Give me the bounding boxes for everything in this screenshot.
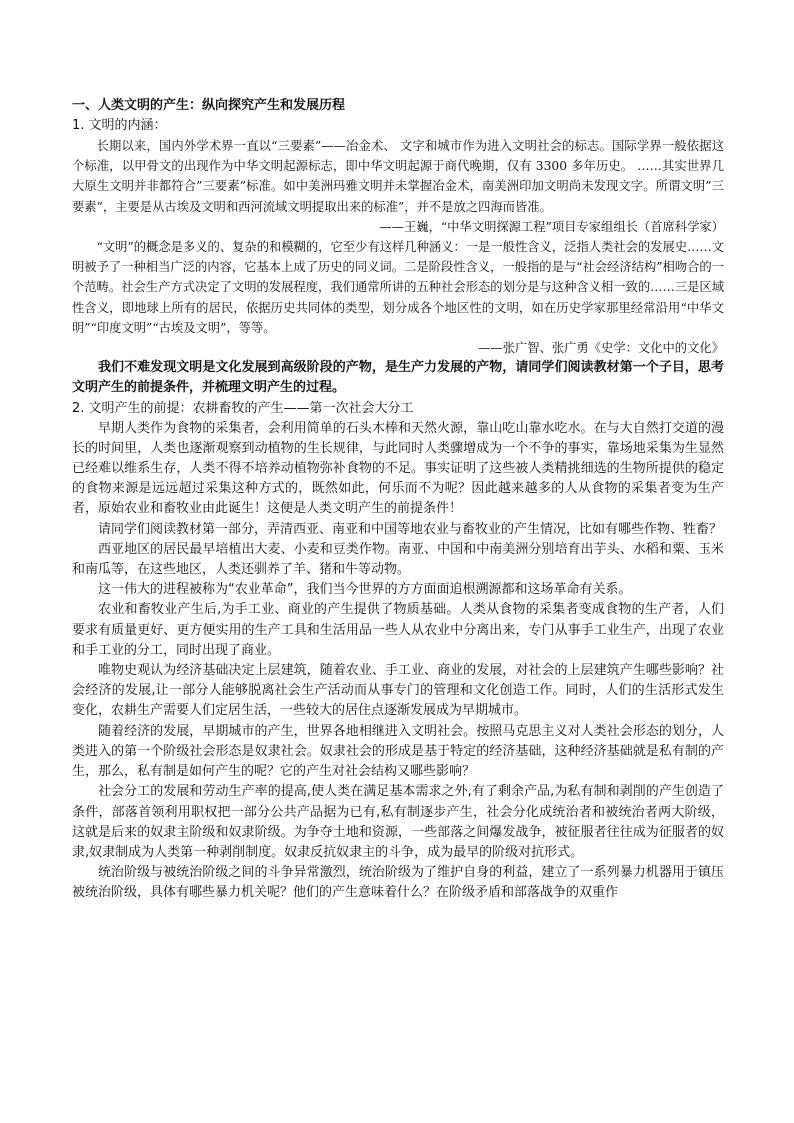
body-paragraph-4: 西亚地区的居民最早培植出大麦、小麦和豆类作物。南亚、中国和中南美洲分别培育出芋头、水稻和粟、玉米和南瓜等，在这些地区，人类还驯养了羊、猪和牛等动物。 <box>72 541 724 578</box>
body-paragraph-2: 早期人类作为食物的采集者，会利用简单的石头木棒和天然火源，靠山吃山靠水吃水。在与大自然打交道的漫长的时间里，人类也逐渐观察到动植物的生长规律，与此同时人类骤增成为一个不争的事实，靠场地采集为生显然已经难以维系生存，人类不得不培养动植物弥补食物的不足。事实证明了这些被人类精挑细选的生物所提供的稳定的食物来源是远远超过采集这种方式的，既然如此，何乐而不为呢？因此越来越多的人从食物的采集者变为生产者，原始农业和畜牧业由此诞生！这便是人类文明产生的前提条件！ <box>72 420 724 517</box>
body-paragraph-1: 我们不难发现文明是文化发展到高级阶段的产物，是生产力发展的产物，请同学们阅读教材第一个子目，思考文明产生的前提条件，并梳理文明产生的过程。 <box>72 360 724 396</box>
quote-attribution-2: ——张广智、张广勇《史学：文化中的文化》 <box>478 341 724 356</box>
body-paragraph-3: 请同学们阅读教材第一部分，弄清西亚、南亚和中国等地农业与畜牧业的产生情况，比如有哪些作物、牲畜？ <box>98 521 723 537</box>
document-page <box>72 96 724 904</box>
body-paragraph-8: 随着经济的发展，早期城市的产生，世界各地相继进入文明社会。按照马克思主义对人类社会形态的划分，人类进入的第一个阶级社会形态是奴隶社会。奴隶社会的形成是基于特定的经济基础，这种经济基础就是私有制的产生，那么，私有制是如何产生的呢？它的产生对社会结构又哪些影响？ <box>72 723 724 780</box>
body-paragraph-9: 社会分工的发展和劳动生产率的提高,使人类在满足基本需求之外,有了剩余产品,为私有制和剥削的产生创造了条件，部落首领利用职权把一部分公共产品据为已有,私有制逐步产生，社会分化成统治者和被统治者两大阶级，这就是后来的奴隶主阶级和奴隶阶级。为争夺土地和资源，一些部落之间爆发战争，被征服者往往成为征服者的奴隶,奴隶制成为人类第一种剥削制度。奴隶反抗奴隶主的斗争，成为最早的阶级对抗形式。 <box>72 784 724 860</box>
quote-paragraph-1: 长期以来，国内外学术界一直以“三要素”——冶金术、 文字和城市作为进入文明社会的标志。国际学界一般依据这个标准，以甲骨文的出现作为中华文明起源标志，即中华文明起源于商代晚期，仅有 3300 多年历史。 ……其实世界几大原生文明并非都符合”三要素”标准。如中美洲玛雅文明并未掌握冶金术，南美洲印加文明尚未发现文字。所谓文明”三要素”，主要是从古埃及文明和西河流域文明提取出来的标准”，并不是放之四海而皆准。 <box>72 139 724 214</box>
subsection-heading-2: 2. 文明产生的前提：农耕畜牧的产生——第一次社会大分工 <box>72 400 414 416</box>
section-heading: 一、人类文明的产生：纵向探究产生和发展历程 <box>72 98 346 113</box>
subsection-heading-1: 1. 文明的内涵： <box>72 118 167 133</box>
body-paragraph-6: 农业和畜牧业产生后,为手工业、商业的产生提供了物质基础。人类从食物的采集者变成食物的生产者，人们要求有质量更好、更方便实用的生产工具和生活用品一些人从农业中分离出来，专门从事手工业生产，出现了农业和手工业的分工，同时出现了商业。 <box>72 602 724 658</box>
quote-attribution-1: ——王巍，“中华文明探源工程”项目专家组组长（首席科学家） <box>379 219 724 234</box>
body-paragraph-7: 唯物史观认为经济基础决定上层建筑，随着农业、手工业、商业的发展，对社会的上层建筑产生哪些影响？社会经济的发展,让一部分人能够脱离社会生产活动而从事专门的管理和文化创造工作。同时，人们的生活形式发生变化，农耕生产需要人们定居生活，一些较大的居住点逐渐发展成为早期城市。 <box>72 663 724 719</box>
quote-paragraph-2: “文明”的概念是多义的、复杂的和模糊的，它至少有这样几种涵义：一是一般性含义，泛指人类社会的发展史……文明被予了一种相当广泛的内容，它基本上成了历史的同义词。二是阶段性含义，一般指的是与“社会经济结构”相吻合的一个范畴。社会生产方式决定了文明的发展程度，我们通常所讲的五种社会形态的划分是与这种含义相一致的……三是区域性含义，即地球上所有的居民，依据历史共同体的类型，划分成各个地区性的文明，如在历史学家那里经常沿用“中华文明”“印度文明”“古埃及文明”，等等。 <box>72 240 725 335</box>
body-paragraph-5: 这一伟大的进程被称为“农业革命”，我们当今世界的方方面面追根溯源都和这场革命有关系。 <box>98 582 632 598</box>
body-paragraph-10: 统治阶级与被统治阶级之间的斗争异常激烈，统治阶级为了维护自身的利益，建立了一系列暴力机器用于镇压被统治阶级，具体有哪些暴力机关呢？他们的产生意味着什么？在阶级矛盾和部落战争的双重作 <box>72 865 724 901</box>
